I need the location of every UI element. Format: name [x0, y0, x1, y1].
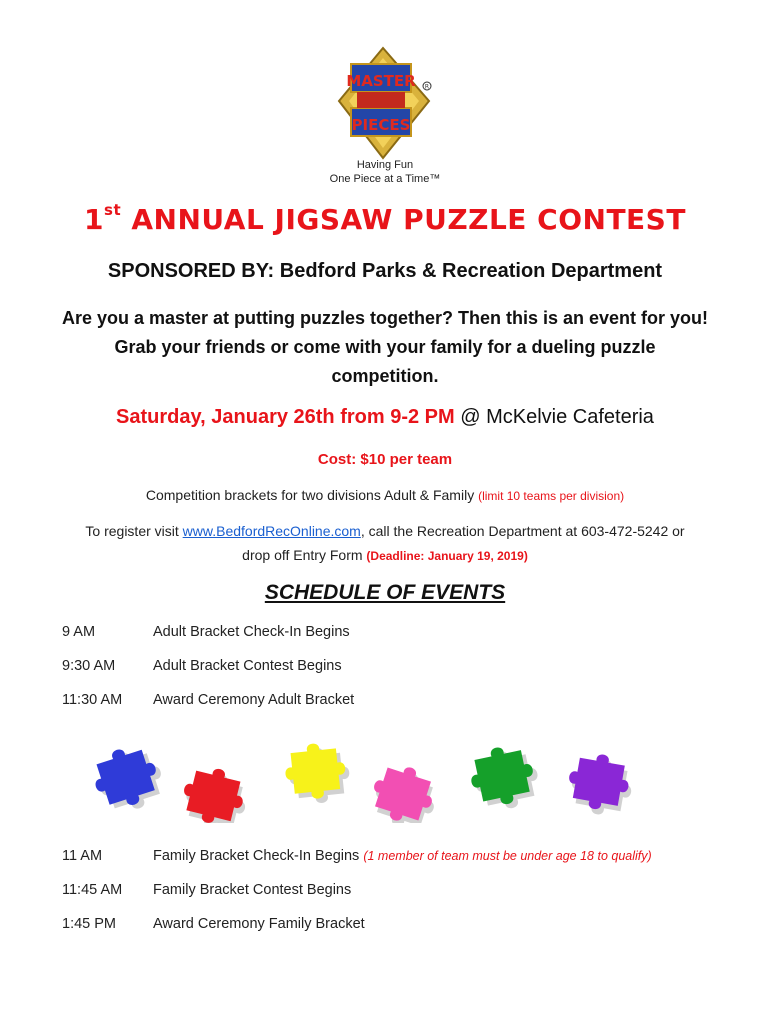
logo-master-text: MASTER — [346, 72, 416, 90]
schedule-row — [62, 658, 742, 674]
intro-paragraph: Are you a master at putting puzzles together? Then this is an event for you! Grab your friends or come with your family for a dueling puzzle competition. — [61, 308, 709, 386]
schedule-heading: SCHEDULE OF EVENTS — [264, 581, 506, 604]
schedule-row — [62, 882, 742, 898]
schedule-note: (1 member of team must be under age 18 to qualify) — [363, 849, 652, 863]
logo-tagline-line2: One Piece at a Time™ — [329, 173, 441, 185]
schedule-row — [62, 624, 742, 640]
schedule-event: Award Ceremony Family Bracket — [153, 916, 365, 932]
title-ordinal: 1 — [84, 203, 105, 236]
register-prefix: To register visit — [85, 523, 183, 539]
logo-tagline — [300, 158, 470, 186]
svg-text:R: R — [424, 83, 430, 91]
registration-info — [70, 519, 700, 568]
registration-deadline: (Deadline: January 19, 2019) — [366, 549, 528, 563]
page-title — [0, 200, 770, 236]
green-puzzle-piece — [466, 740, 544, 815]
schedule-event: Family Bracket Check-In Begins — [153, 848, 364, 864]
schedule-time: 1:45 PM — [62, 916, 116, 932]
schedule-event: Family Bracket Contest Begins — [153, 882, 352, 898]
schedule-row — [62, 916, 742, 932]
blue-puzzle-piece — [87, 739, 169, 819]
logo-pieces-text: PIECES — [351, 116, 411, 134]
registration-link[interactable]: www.BedfordRecOnline.com — [182, 523, 361, 539]
schedule-row — [62, 692, 742, 708]
schedule-time: 11:45 AM — [62, 882, 123, 898]
yellow-puzzle-piece — [283, 740, 353, 806]
title-ordinal-suffix: st — [104, 200, 122, 219]
schedule-time: 11:30 AM — [62, 692, 123, 708]
event-location: @ McKelvie Cafeteria — [454, 406, 654, 428]
brackets-limit-note: (limit 10 teams per division) — [478, 489, 625, 503]
brackets-line — [0, 487, 770, 503]
pink-puzzle-piece — [364, 758, 443, 823]
event-date-time: Saturday, January 26th from 9-2 PM — [116, 406, 455, 428]
schedule-event: Adult Bracket Check-In Begins — [153, 624, 350, 640]
brackets-text: Competition brackets for two divisions Adult & Family — [145, 487, 479, 503]
title-text: ANNUAL JIGSAW PUZZLE CONTEST — [121, 203, 686, 236]
purple-puzzle-piece — [564, 749, 637, 819]
schedule-time: 9 AM — [62, 624, 96, 640]
schedule-time: 11 AM — [62, 848, 103, 864]
sponsor-line: SPONSORED BY: Bedford Parks & Recreation Department — [107, 260, 663, 282]
event-date-line — [0, 406, 770, 429]
schedule-event: Adult Bracket Contest Begins — [153, 658, 342, 674]
register-middle: , call the Recreation Department at 603-472-5242 or drop off Entry Form — [242, 523, 685, 563]
logo-tagline-line1: Having Fun — [356, 159, 414, 171]
puzzle-pieces-graphic — [82, 733, 652, 823]
schedule-row — [62, 848, 742, 864]
cost-line: Cost: $10 per team — [317, 451, 453, 468]
red-puzzle-piece — [176, 762, 252, 823]
schedule-event: Award Ceremony Adult Bracket — [153, 692, 355, 708]
schedule-time: 9:30 AM — [62, 658, 116, 674]
